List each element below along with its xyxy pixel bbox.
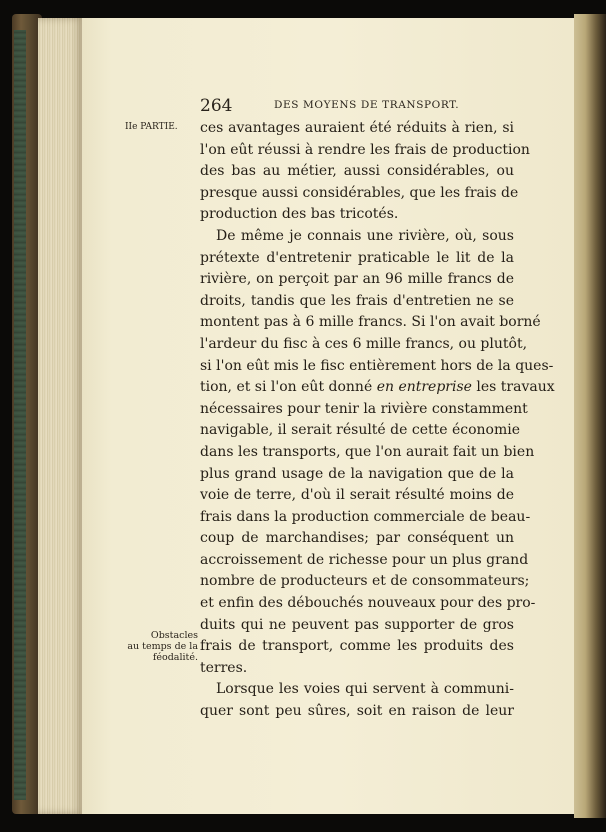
page-header (200, 96, 520, 116)
text-line: duits qui ne peuvent pas supporter de gros (200, 616, 514, 633)
page-edges (38, 18, 84, 814)
margin-note-line: féodalité. (152, 652, 198, 663)
text-line: nombre de producteurs et de consommateurs; (200, 573, 530, 590)
text-line: production des bas tricotés. (200, 206, 399, 223)
text-line: l'ardeur du fisc à ces 6 mille francs, ou plutôt, (200, 335, 528, 352)
text-line: et enfin des débouchés nouveaux pour des pro- (200, 595, 536, 612)
italic-phrase: en entreprise (376, 379, 472, 396)
text-line: frais de transport, comme les produits des (200, 638, 514, 655)
text-line: presque aussi considérables, que les frais de (200, 184, 519, 201)
marbled-cover (14, 30, 26, 800)
text-line: montent pas à 6 mille francs. Si l'on avait borné (200, 314, 541, 331)
text-line: voie de terre, d'où il serait résulté moins de (200, 487, 514, 504)
margin-note-line: au temps de la (127, 641, 198, 652)
text-line: coup de marchandises; par conséquent un (200, 530, 514, 547)
body-text (200, 118, 555, 723)
text-segment: tion, et si l'on eût donné (200, 379, 377, 396)
text-line: des bas au métier, aussi considérables, ou (200, 163, 514, 180)
running-head: DES MOYENS DE TRANSPORT. (274, 99, 460, 111)
text-line: ces avantages auraient été réduits à rien, si (200, 120, 514, 136)
text-line: si l'on eût mis le fisc entièrement hors de la ques- (200, 357, 554, 374)
text-line: nécessaires pour tenir la rivière constamment (200, 400, 528, 417)
text-line: rivière, on perçoit par an 96 mille francs de (200, 271, 514, 288)
margin-note (118, 630, 198, 663)
text-line: accroissement de richesse pour un plus grand (200, 551, 529, 568)
text-segment: les travaux (471, 379, 555, 396)
page-number: 264 (200, 96, 233, 116)
text-line: navigable, il serait résulté de cette économie (200, 422, 521, 439)
text-line: frais dans la production commerciale de beau- (200, 508, 531, 525)
text-line: terres. (200, 659, 248, 676)
text-line: De même je connais une rivière, où, sous (216, 227, 514, 244)
text-line: droits, tandis que les frais d'entretien ne se (200, 292, 514, 309)
text-line: dans les transports, que l'on aurait fait un bien (200, 443, 535, 460)
margin-note-line: Obstacles (150, 630, 198, 641)
text-line: prétexte d'entretenir praticable le lit de la (200, 249, 514, 266)
text-line: plus grand usage de la navigation que de la (200, 465, 514, 482)
text-line (200, 377, 555, 399)
margin-part-label: IIe PARTIE. (125, 122, 178, 132)
text-line: Lorsque les voies qui servent à communi- (216, 681, 514, 698)
text-line: quer sont peu sûres, soit en raison de leur (200, 703, 514, 720)
book-gutter (574, 14, 606, 818)
text-line: l'on eût réussi à rendre les frais de production (200, 141, 530, 158)
